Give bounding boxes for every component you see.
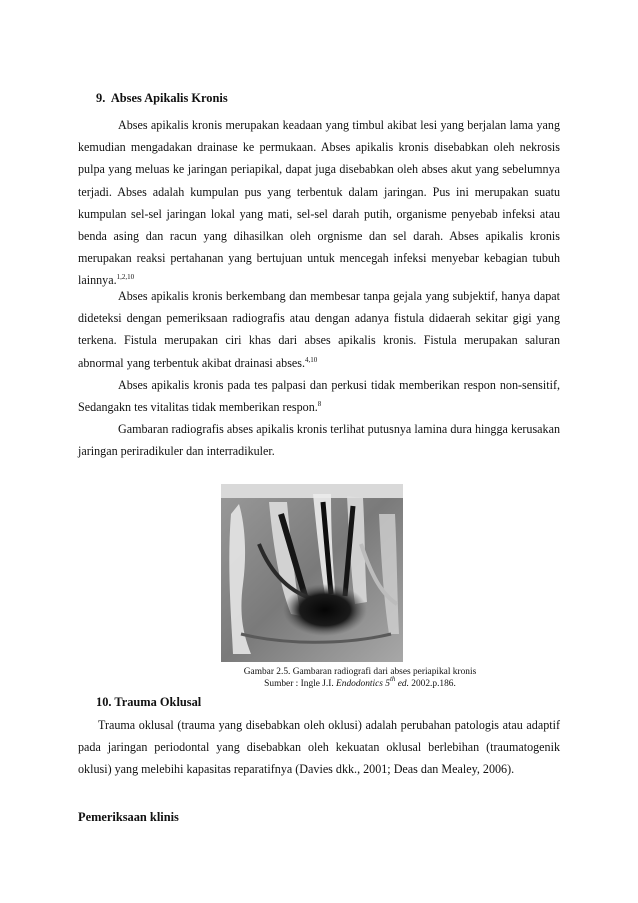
caption-source-title: Endodontics 5 xyxy=(336,679,390,689)
caption-source-sup: th xyxy=(389,675,396,683)
section-9-paragraph-3 xyxy=(78,374,560,418)
paragraph-text: Abses apikalis kronis merupakan keadaan yang timbul akibat lesi yang berjalan lama yang kemudian mengadakan drainase ke permukaan. Abses apikalis kronis disebabkan oleh nekrosis pulpa yang meluas ke jaringan periapikal, dapat juga disebabkan oleh abses akut yang sebelumnya terjadi. Abses adalah kumpulan pus yang terbentuk dalam jaringan. Pus ini merupakan suatu kumpulan sel-sel jaringan lokal yang mati, sel-sel darah putih, organisme penyebab infeksi atau benda asing dan racun yang dihasilkan oleh orgnisme dan sel darah. Abses apikalis kronis merupakan reaksi pertahanan yang bertujuan untuk mencegah infeksi menyebar kebagian tubuh lainnya. xyxy=(78,118,560,288)
section-10-number: 10. xyxy=(96,695,112,709)
section-10-paragraph-1 xyxy=(78,714,560,781)
figure-caption-source xyxy=(200,675,520,690)
caption-source-suffix: 2002.p.186. xyxy=(411,679,456,689)
paragraph-text: Abses apikalis kronis pada tes palpasi dan perkusi tidak memberikan respon non-sensitif, Sedangakn tes vitalitas tidak memberikan respon. xyxy=(78,378,560,415)
section-9-title: Abses Apikalis Kronis xyxy=(110,91,228,105)
subheading-pemeriksaan-klinis: Pemeriksaan klinis xyxy=(78,810,179,824)
citation: 8 xyxy=(317,400,322,409)
radiograph-image xyxy=(221,484,403,662)
section-9-paragraph-4 xyxy=(78,418,560,462)
section-9-paragraph-2 xyxy=(78,285,560,374)
figure-caption xyxy=(200,666,520,690)
paragraph-text: Abses apikalis kronis berkembang dan membesar tanpa gejala yang subjektif, hanya dapat dideteksi dengan pemeriksaan radiografis atau dengan adanya fistula didaerah sekitar gigi yang terkena. Fistula merupakan ciri khas dari abses apikalis kronis. Fistula merupakan saluran abnormal yang terbentuk akibat drainasi abses. xyxy=(78,289,560,370)
paragraph-text: Trauma oklusal (trauma yang disebabkan oleh oklusi) adalah perubahan patologis atau adaptif pada jaringan periodontal yang disebabkan oleh kekuatan oklusal berlebihan (traumatogenik oklusi) yang melebihi kapasitas reparatifnya (Davies dkk., 2001; Deas dan Mealey, 2006). xyxy=(78,718,560,777)
section-9-heading xyxy=(96,91,228,106)
citation: 4,10 xyxy=(305,355,318,364)
citation: 1,2,10 xyxy=(116,273,135,282)
caption-source-ed: ed. xyxy=(397,679,409,689)
section-9-paragraph-1 xyxy=(78,114,560,292)
figure-caption-title: Gambar 2.5. Gambaran radiografi dari abses periapikal kronis xyxy=(243,667,477,677)
section-10-title: Trauma Oklusal xyxy=(114,695,202,709)
section-10-heading xyxy=(96,695,201,710)
caption-source-prefix: Sumber : Ingle J.I. xyxy=(264,679,334,689)
section-9-number: 9. xyxy=(96,91,106,105)
paragraph-text: Gambaran radiografis abses apikalis kronis terlihat putusnya lamina dura hingga kerusakan jaringan periradikuler dan interradikuler. xyxy=(78,422,560,459)
